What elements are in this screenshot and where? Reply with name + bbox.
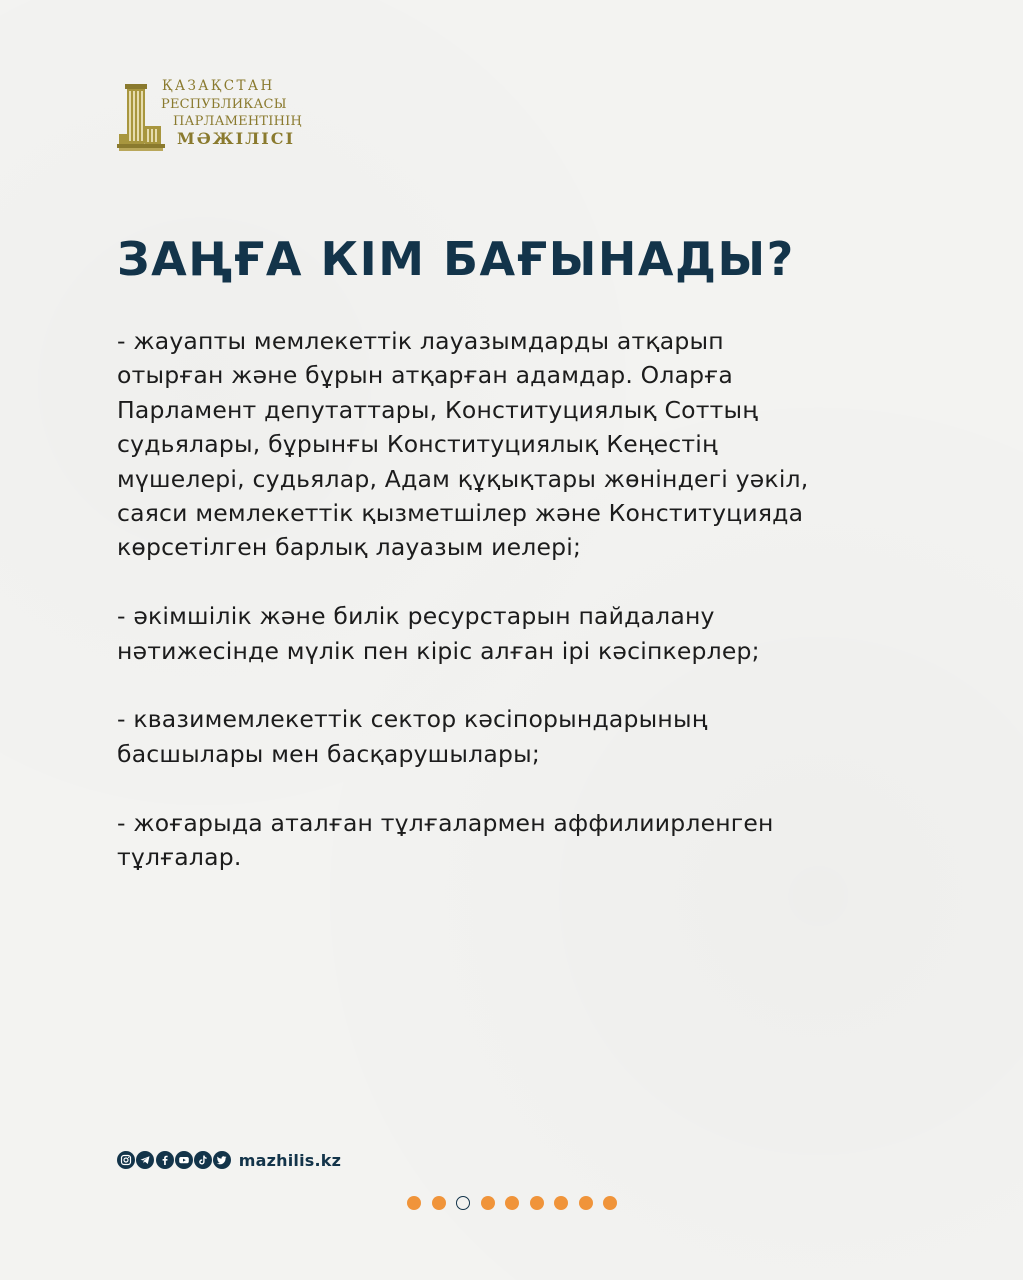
- paragraph-line: судьялары, бұрынғы Конституциялық Кеңестің: [117, 430, 718, 459]
- paragraph-line: Парламент депутаттары, Конституциялық Соттың: [117, 395, 758, 424]
- paragraph-line: - жоғарыда аталған тұлғалармен аффилиирленген: [117, 808, 774, 837]
- pagination-dot[interactable]: [407, 1196, 421, 1210]
- pagination-dot[interactable]: [579, 1196, 593, 1210]
- paragraph-line: - жауапты мемлекеттік лауазымдарды атқарып: [117, 327, 724, 355]
- logo-line-republic: РЕСПУБЛИКАСЫ: [161, 96, 287, 112]
- paragraph-line: тұлғалар.: [117, 843, 242, 872]
- tiktok-icon[interactable]: [194, 1151, 212, 1169]
- paragraph-affiliated: [117, 806, 937, 875]
- twitter-icon[interactable]: [213, 1151, 231, 1169]
- pagination-dot[interactable]: [603, 1196, 617, 1210]
- pagination-dot[interactable]: [530, 1196, 544, 1210]
- pagination-dot[interactable]: [432, 1196, 446, 1210]
- website-link[interactable]: mazhilis.kz: [238, 1150, 342, 1170]
- page-title: ЗАҢҒА КІМ БАҒЫНАДЫ?: [117, 232, 795, 286]
- pagination-dot[interactable]: [481, 1196, 495, 1210]
- paragraph-line: саяси мемлекеттік қызметшілер және Конституцияда: [117, 499, 804, 528]
- logo-line-country: ҚАЗАҚСТАН: [162, 78, 275, 94]
- paragraph-line: басшылары мен басқарушылары;: [117, 739, 540, 768]
- paragraph-line: - әкімшілік және билік ресурстарын пайдалану: [117, 602, 715, 631]
- paragraph-officials: [117, 324, 937, 565]
- paragraph-line: көрсетілген барлық лауазым иелері;: [117, 533, 582, 562]
- telegram-icon[interactable]: [136, 1151, 154, 1169]
- logo-line-mazhilis: МӘЖІЛІСІ: [177, 128, 295, 148]
- logo-line-parliament: ПАРЛАМЕНТІНІҢ: [173, 113, 302, 129]
- paragraph-line: отырған және бұрын атқарған адамдар. Оларға: [117, 361, 733, 390]
- paragraph-quasi-state: [117, 702, 937, 771]
- logo-text: [161, 78, 302, 148]
- facebook-icon[interactable]: [156, 1151, 174, 1169]
- pagination-dot-active[interactable]: [456, 1196, 470, 1210]
- social-links: [117, 1150, 341, 1170]
- paragraph-line: - квазимемлекеттік сектор кәсіпорындарының: [117, 705, 708, 734]
- pagination-dot[interactable]: [505, 1196, 519, 1210]
- paragraph-line: мүшелері, судьялар, Адам құқықтары жөніндегі уәкіл,: [117, 464, 809, 493]
- youtube-icon[interactable]: [175, 1151, 193, 1169]
- carousel-pagination: [407, 1196, 628, 1210]
- paragraph-entrepreneurs: [117, 599, 937, 668]
- parliament-logo: [117, 78, 302, 154]
- content-body: [117, 324, 937, 909]
- instagram-icon[interactable]: [117, 1151, 135, 1169]
- paragraph-line: нәтижесінде мүлік пен кіріс алған ірі кәсіпкерлер;: [117, 636, 760, 665]
- pagination-dot[interactable]: [554, 1196, 568, 1210]
